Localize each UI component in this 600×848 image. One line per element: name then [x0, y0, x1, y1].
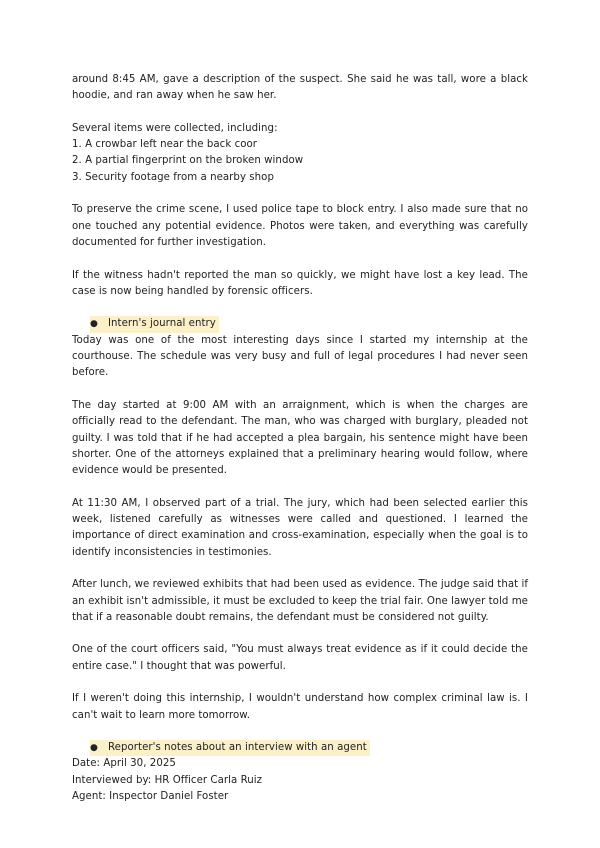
interview-metadata: [72, 756, 528, 805]
report-paragraph-crime-scene: To preserve the crime scene, I used police tape to block entry. I also made sure that no one touched any potential evidence. Photos were taken, and everything was carefully documented for further investigation.: [72, 204, 528, 248]
bullet-icon: ●: [90, 743, 98, 754]
collected-items-list: [72, 121, 528, 186]
interview-section-heading: [72, 740, 528, 756]
list-item: 1. A crowbar left near the back coor: [72, 139, 258, 151]
journal-paragraph: After lunch, we reviewed exhibits that had been used as evidence. The judge said that if an exhibit isn't admissible, it must be excluded to keep the trial fair. One lawyer told me that if a reasonable doubt remains, the defendant must be considered not guilty.: [72, 579, 528, 623]
journal-paragraph: The day started at 9:00 AM with an arraignment, which is when the charges are officially read to the defendant. The man, who was charged with burglary, pleaded not guilty. I was told that if he had accepted a plea bargain, his sentence might have been shorter. One of the attorneys explained that a preliminary hearing would follow, where evidence would be presented.: [72, 399, 528, 477]
list-item: 3. Security footage from a nearby shop: [72, 171, 274, 183]
journal-paragraph: One of the court officers said, "You must always treat evidence as if it could decide the entire case." I thought that was powerful.: [72, 644, 528, 672]
interview-heading-label: Reporter's notes about an interview with an agent: [90, 740, 370, 756]
interviewed-by: Interviewed by: HR Officer Carla Ruiz: [72, 774, 263, 786]
items-intro: Several items were collected, including:: [72, 122, 278, 134]
document-page: [72, 72, 528, 805]
journal-paragraph: Today was one of the most interesting days since I started my internship at the courthouse. The schedule was very busy and full of legal procedures I had never seen before.: [72, 334, 528, 379]
journal-paragraph: At 11:30 AM, I observed part of a trial. The jury, which had been selected earlier this week, listened carefully as witnesses were called and questioned. I learned the importance of direct examination and cross-examination, especially when the goal is to identify inconsistencies in testimonies.: [72, 497, 528, 558]
journal-paragraph: If I weren't doing this internship, I wouldn't understand how complex criminal law is. I can't wait to learn more tomorrow.: [72, 693, 528, 721]
report-paragraph-witness: around 8:45 AM, gave a description of the suspect. She said he was tall, wore a black hoodie, and ran away when he saw her.: [72, 74, 528, 102]
agent-name: Agent: Inspector Daniel Foster: [72, 791, 229, 803]
interview-date: Date: April 30, 2025: [72, 758, 176, 770]
journal-heading-label: Intern's journal entry: [90, 316, 219, 332]
list-item: 2. A partial fingerprint on the broken window: [72, 155, 304, 167]
bullet-icon: ●: [90, 319, 98, 330]
journal-section-heading: [72, 316, 528, 332]
report-paragraph-lead: If the witness hadn't reported the man so quickly, we might have lost a key lead. The case is now being handled by forensic officers.: [72, 269, 528, 297]
